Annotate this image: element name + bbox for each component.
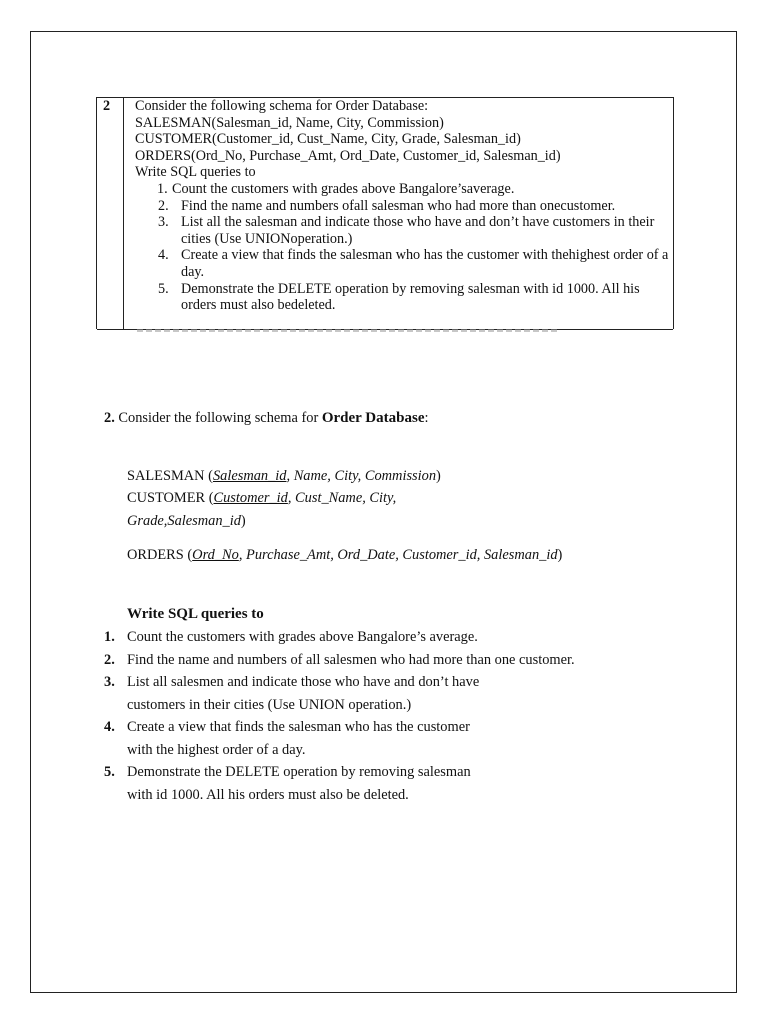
query-item: 2. Find the name and numbers of all salesmen who had more than one customer. [104,651,575,668]
scan-cut-edge [97,325,673,330]
database-name: Order Database [321,410,425,426]
scan-query-item: 5. Demonstrate the DELETE operation by removing salesman with id 1000. All his orders must also bedeleted. [158,280,640,314]
customer-primary-key: Customer_id [213,490,288,506]
query-list [104,626,704,806]
scan-customer-schema: CUSTOMER(Customer_id, Cust_Name, City, Grade, Salesman_id) [135,131,521,148]
write-sql-heading: Write SQL queries to [127,606,264,622]
salesman-primary-key: Salesman_id [212,468,287,484]
query-item: 4. Create a view that finds the salesman who has the customer with the highest order of a day. [104,719,470,758]
scan-query-list [135,181,671,314]
query-item: 1. Count the customers with grades above Bangalore’s average. [104,629,478,645]
orders-schema: ORDERS (Ord_No, Purchase_Amt, Ord_Date, Customer_id, Salesman_id) [127,547,563,563]
scan-salesman-schema: SALESMAN(Salesman_id, Name, City, Commission) [135,114,444,131]
scan-question-number: 2 [97,98,124,329]
question-title: 2. Consider the following schema for Order Database: [104,410,429,426]
orders-primary-key: Ord_No [192,547,239,563]
scan-query-item: 2. Find the name and numbers ofall salesman who had more than onecustomer. [158,197,616,214]
scan-orders-schema: ORDERS(Ord_No, Purchase_Amt, Ord_Date, Customer_id, Salesman_id) [135,147,561,164]
scan-cropped-text [137,329,557,332]
scan-query-item: 3. List all the salesman and indicate those who have and don’t have customers in their cities (Use UNIONoperation.) [158,214,655,247]
scan-question-body [135,98,671,314]
customer-schema: CUSTOMER (Customer_id, Cust_Name, City, [127,490,397,506]
scan-query-item: 4. Create a view that finds the salesman who has the customer with thehighest order of a day. [158,247,669,280]
query-item: 3. List all salesmen and indicate those who have and don’t have customers in their cities (Use UNION operation.) [104,674,480,713]
question-number: 2. [104,410,115,426]
scan-intro-line: Consider the following schema for Order Database: [135,98,429,114]
query-item: 5. Demonstrate the DELETE operation by removing salesman with id 1000. All his orders must also be deleted. [104,764,471,803]
salesman-schema: SALESMAN (Salesman_id, Name, City, Commission) [127,468,441,484]
scan-query-item: 1. Count the customers with grades above Bangalore’saverage. [157,180,515,197]
scanned-question-table [96,97,674,329]
scan-write-heading: Write SQL queries to [135,164,256,181]
customer-schema-continued: Grade,Salesman_id) [127,513,246,529]
